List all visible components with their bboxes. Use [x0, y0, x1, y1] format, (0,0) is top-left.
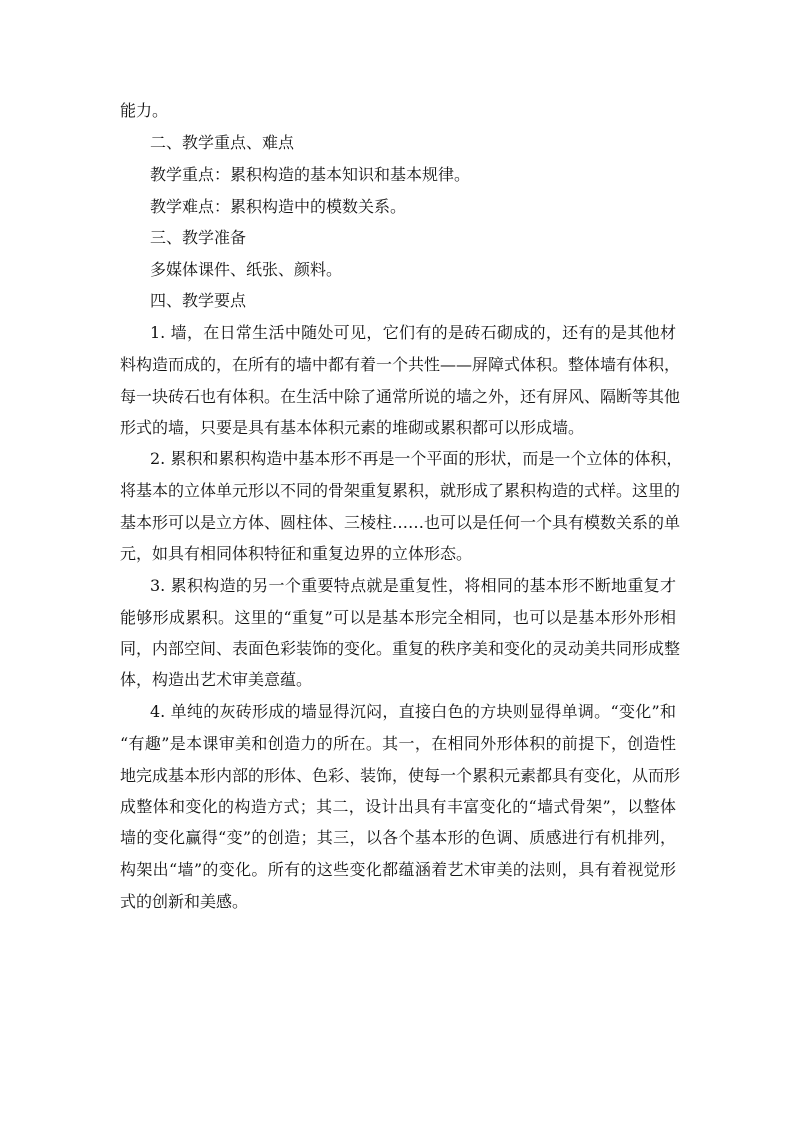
continuation-text: 能力。: [120, 101, 169, 120]
paragraph-line: 能够形成累积。这里的“重复”可以是基本形完全相同，也可以是基本形外形相: [120, 608, 676, 627]
paragraph-line: 元，如具有相同体积特征和重复边界的立体形态。: [120, 544, 473, 563]
paragraph-line: 构架出“墙”的变化。所有的这些变化都蕴涵着艺术审美的法则，具有着视觉形: [120, 860, 676, 879]
section-heading-key-points: 二、教学重点、难点: [150, 133, 295, 152]
paragraph-line: 式的创新和美感。: [120, 892, 249, 911]
paragraph-line: 每一块砖石也有体积。在生活中除了通常所说的墙之外，还有屏风、隔断等其他: [120, 387, 681, 406]
key-point-text: 教学重点：累积构造的基本知识和基本规律。: [150, 165, 471, 184]
section-heading-preparation: 三、教学准备: [150, 228, 247, 247]
paragraph-line: 将基本的立体单元形以不同的骨架重复累积，就形成了累积构造的式样。这里的: [120, 481, 681, 500]
paragraph-line: 形式的墙，只要是具有基本体积元素的堆砌或累积都可以形成墙。: [120, 418, 585, 437]
paragraph-line: 地完成基本形内部的形体、色彩、装饰，使每一个累积元素都具有变化，从而形: [120, 766, 681, 785]
paragraph-line: 成整体和变化的构造方式；其二，设计出具有丰富变化的“墙式骨架”，以整体: [120, 797, 676, 816]
paragraph-line: 体，构造出艺术审美意蕴。: [120, 670, 313, 689]
paragraph-line: 同，内部空间、表面色彩装饰的变化。重复的秩序美和变化的灵动美共同形成整: [120, 639, 681, 658]
preparation-text: 多媒体课件、纸张、颜料。: [150, 260, 343, 279]
paragraph-line: 1. 墙，在日常生活中随处可见，它们有的是砖石砌成的，还有的是其他材: [150, 323, 676, 342]
paragraph-line: “有趣”是本课审美和创造力的所在。其一，在相同外形体积的前提下，创造性: [120, 734, 676, 753]
section-heading-teaching-points: 四、教学要点: [150, 291, 247, 310]
paragraph-line: 4. 单纯的灰砖形成的墙显得沉闷，直接白色的方块则显得单调。“变化”和: [150, 702, 676, 721]
paragraph-line: 3. 累积构造的另一个重要特点就是重复性，将相同的基本形不断地重复才: [150, 576, 676, 595]
paragraph-line: 基本形可以是立方体、圆柱体、三棱柱……也可以是任何一个具有模数关系的单: [120, 513, 681, 532]
paragraph-line: 2. 累积和累积构造中基本形不再是一个平面的形状，而是一个立体的体积，: [150, 449, 683, 468]
paragraph-line: 墙的变化赢得“变”的创造；其三，以各个基本形的色调、质感进行有机排列，: [120, 828, 676, 847]
difficult-point-text: 教学难点：累积构造中的模数关系。: [150, 197, 407, 216]
paragraph-line: 料构造而成的，在所有的墙中都有着一个共性——屏障式体积。整体墙有体积，: [120, 355, 681, 374]
